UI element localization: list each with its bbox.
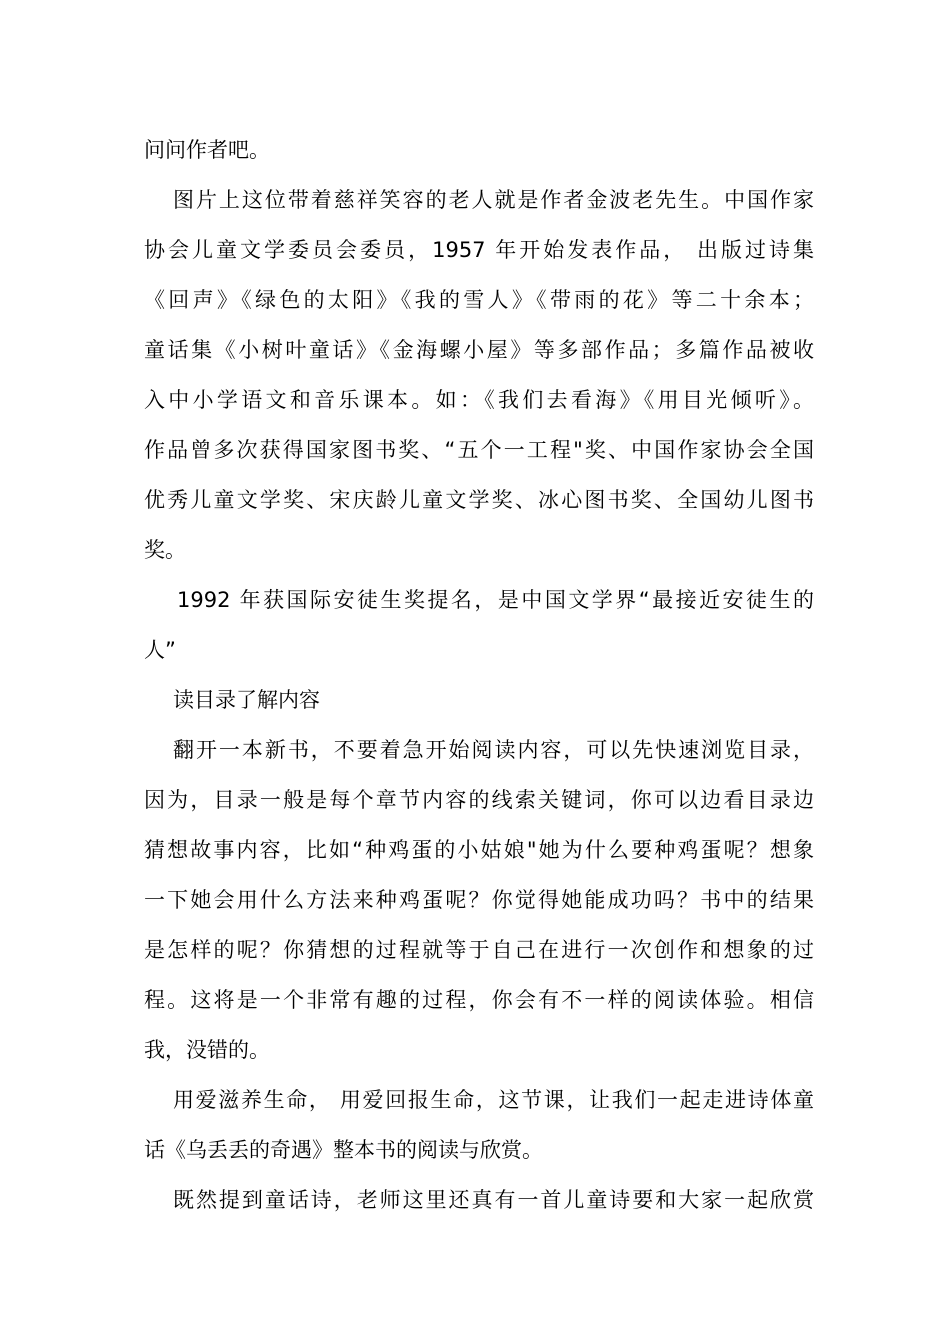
text-line: 作品曾多次获得国家图书奖、“五个一工程"奖、中国作家协会全国: [144, 438, 814, 462]
text-line: 翻开一本新书，不要着急开始阅读内容，可以先快速浏览目录，: [173, 738, 814, 762]
text-line: 图片上这位带着慈祥笑容的老人就是作者金波老先生。中国作家: [173, 188, 814, 212]
text-line: 优秀儿童文学奖、宋庆龄儿童文学奖、冰心图书奖、全国幼儿图书: [144, 488, 814, 512]
text-line: 猜想故事内容，比如“种鸡蛋的小姑娘"她为什么要种鸡蛋呢？想象: [144, 838, 814, 862]
text-line: 因为，目录一般是每个章节内容的线索关键词，你可以边看目录边: [144, 788, 814, 812]
text-line: 1992 年获国际安徒生奖提名，是中国文学界“最接近安徒生的: [177, 588, 814, 612]
paragraph-heading-toc: [144, 675, 814, 725]
text-line: 协会儿童文学委员会委员，1957 年开始发表作品， 出版过诗集: [144, 238, 814, 262]
text-line: 用爱滋养生命， 用爱回报生命，这节课，让我们一起走进诗体童: [173, 1088, 814, 1112]
section-heading: 读目录了解内容: [173, 688, 320, 712]
text-line: 既然提到童话诗，老师这里还真有一首儿童诗要和大家一起欣赏: [173, 1188, 814, 1212]
text-line: 话《乌丢丢的奇遇》整本书的阅读与欣赏。: [144, 1138, 543, 1162]
text-line: 问问作者吧。: [144, 138, 270, 162]
text-line: 是怎样的呢？你猜想的过程就等于自己在进行一次创作和想象的过: [144, 938, 814, 962]
paragraph-author-intro: [144, 175, 814, 575]
text-line: 程。这将是一个非常有趣的过程，你会有不一样的阅读体验。相信: [144, 988, 814, 1012]
text-line: 一下她会用什么方法来种鸡蛋呢？你觉得她能成功吗？书中的结果: [144, 888, 814, 912]
text-line: 我，没错的。: [144, 1038, 270, 1062]
text-line: 《回声》《绿色的太阳》《我的雪人》《带雨的花》等二十余本；: [144, 288, 814, 312]
paragraph-andersen-nomination: [144, 575, 814, 675]
text-line: 奖。: [144, 538, 186, 562]
paragraph-ask-author: [144, 125, 814, 175]
paragraph-reading-toc: [144, 725, 814, 1075]
paragraph-poem-intro: [144, 1175, 814, 1225]
body-text: [144, 125, 814, 1225]
text-line: 人”: [144, 638, 176, 662]
paragraph-love-life: [144, 1075, 814, 1175]
text-line: 童话集《小树叶童话》《金海螺小屋》等多部作品；多篇作品被收: [144, 338, 814, 362]
text-line: 入中小学语文和音乐课本。如：《我们去看海》《用目光倾听》。: [144, 388, 814, 412]
